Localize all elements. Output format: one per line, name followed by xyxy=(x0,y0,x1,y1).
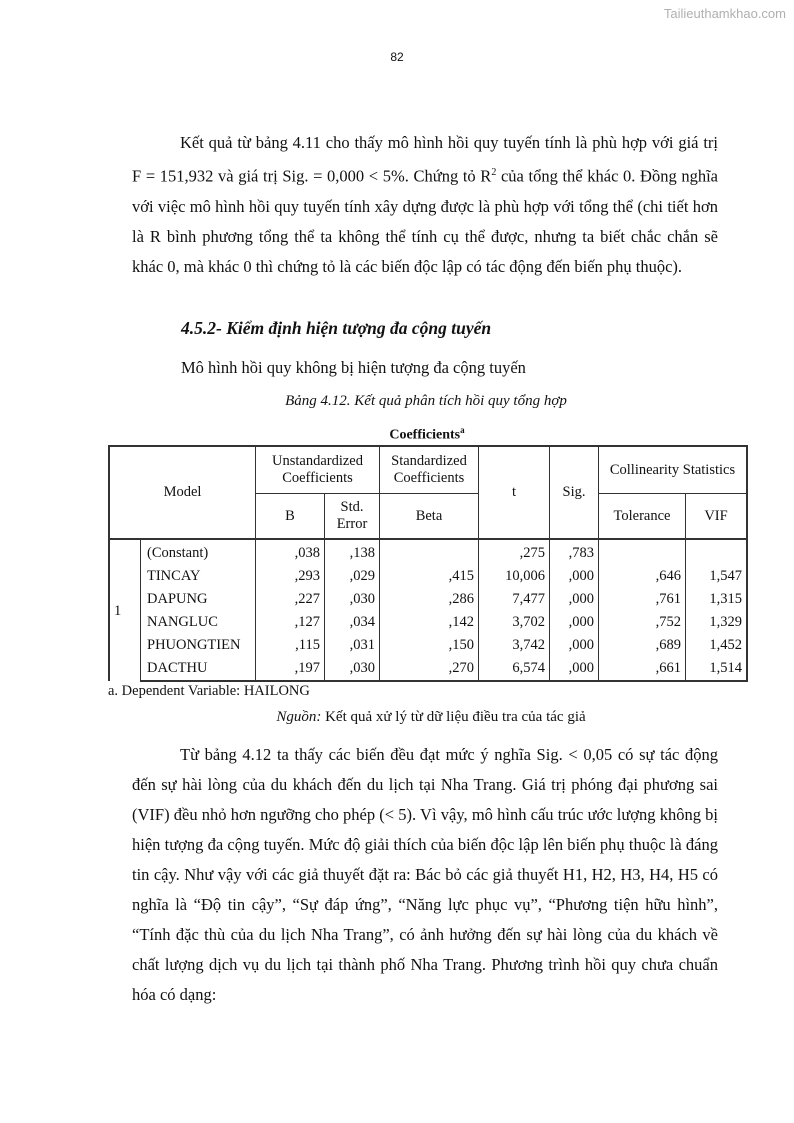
watermark: Tailieuthamkhao.com xyxy=(663,6,786,21)
cell-tolerance: ,752 xyxy=(599,611,686,634)
cell-sig: ,000 xyxy=(550,588,599,611)
table-row xyxy=(109,565,747,588)
cell-beta: ,150 xyxy=(380,634,479,657)
cell-b: ,227 xyxy=(256,588,325,611)
table-source xyxy=(0,709,794,726)
paragraph-conclusion: Từ bảng 4.12 ta thấy các biến đều đạt mức ý nghĩa Sig. < 0,05 có sự tác động đến sự hài lòng của du khách đến du lịch tại Nha Trang. Giá trị phóng đại phương sai (VIF) đều nhỏ hơn ngưỡng cho phép (< 5). Vì vậy, mô hình cấu trúc ước lượng không bị hiện tượng đa cộng tuyến. Mức độ giải thích của biến độc lập lên biến phụ thuộc là đáng tin cậy. Như vậy với các giả thuyết đặt ra: Bác bỏ các giả thuyết H1, H2, H3, H4, H5 có nghĩa là “Độ tin cậy”, “Sự đáp ứng”, “Năng lực phục vụ”, “Phương tiện hữu hình”, “Tính đặc thù của du lịch Nha Trang”, có ảnh hưởng đến sự hài lòng của du khách về chất lượng dịch vụ du lịch tại thành phố Nha Trang. Phương trình hồi quy chưa chuẩn hóa có dạng: xyxy=(132,745,718,1004)
paragraph-intro xyxy=(132,128,718,282)
cell-se: ,030 xyxy=(325,588,380,611)
cell-tolerance: ,646 xyxy=(599,565,686,588)
cell-vif: 1,547 xyxy=(686,565,748,588)
cell-t: 3,742 xyxy=(479,634,550,657)
cell-sig: ,000 xyxy=(550,634,599,657)
cell-se: ,031 xyxy=(325,634,380,657)
cell-se: ,138 xyxy=(325,539,380,565)
cell-variable: (Constant) xyxy=(141,539,256,565)
cell-t: 6,574 xyxy=(479,657,550,681)
header-sig: Sig. xyxy=(550,446,599,539)
section-heading: 4.5.2- Kiểm định hiện tượng đa cộng tuyến xyxy=(181,318,492,338)
cell-t: ,275 xyxy=(479,539,550,565)
header-b: B xyxy=(256,494,325,540)
cell-b: ,115 xyxy=(256,634,325,657)
model-number: 1 xyxy=(109,539,141,681)
table-row xyxy=(109,634,747,657)
r-squared-superscript: 2 xyxy=(491,167,497,178)
coefficients-table xyxy=(108,445,748,682)
cell-se: ,030 xyxy=(325,657,380,681)
cell-variable: NANGLUC xyxy=(141,611,256,634)
cell-beta: ,415 xyxy=(380,565,479,588)
header-standardized: Standardized Coefficients xyxy=(380,446,479,494)
header-t: t xyxy=(479,446,550,539)
cell-t: 3,702 xyxy=(479,611,550,634)
cell-se: ,029 xyxy=(325,565,380,588)
cell-tolerance: ,761 xyxy=(599,588,686,611)
cell-variable: TINCAY xyxy=(141,565,256,588)
cell-t: 10,006 xyxy=(479,565,550,588)
cell-beta: ,270 xyxy=(380,657,479,681)
cell-t: 7,477 xyxy=(479,588,550,611)
table-footnote: a. Dependent Variable: HAILONG xyxy=(108,683,310,699)
cell-sig: ,000 xyxy=(550,657,599,681)
cell-b: ,127 xyxy=(256,611,325,634)
cell-sig: ,000 xyxy=(550,565,599,588)
cell-variable: DAPUNG xyxy=(141,588,256,611)
cell-vif: 1,329 xyxy=(686,611,748,634)
table-row xyxy=(109,611,747,634)
header-model: Model xyxy=(109,446,256,539)
cell-vif: 1,514 xyxy=(686,657,748,681)
cell-sig: ,783 xyxy=(550,539,599,565)
table-row xyxy=(109,588,747,611)
header-tolerance: Tolerance xyxy=(599,494,686,540)
cell-vif: 1,315 xyxy=(686,588,748,611)
cell-beta xyxy=(380,539,479,565)
paragraph-intro-rest: của tổng thể khác 0. Đồng nghĩa với việc mô hình hồi quy tuyến tính xây dựng được là phù hợp với tổng thể (chi tiết hơn là R bình phương tổng thể ta không thể tính cụ thể được, nhưng ta biết chắc chắn sẽ khác 0, mà khác 0 thì chứng tỏ là các biến độc lập có tác động đến biến phụ thuộc). xyxy=(132,166,719,276)
table-title xyxy=(0,425,794,444)
cell-variable: PHUONGTIEN xyxy=(141,634,256,657)
cell-beta: ,142 xyxy=(380,611,479,634)
cell-tolerance xyxy=(599,539,686,565)
source-text: Kết quả xử lý từ dữ liệu điều tra của tác giả xyxy=(321,709,586,725)
cell-variable: DACTHU xyxy=(141,657,256,681)
table-title-sup: a xyxy=(460,425,465,435)
cell-b: ,038 xyxy=(256,539,325,565)
cell-se: ,034 xyxy=(325,611,380,634)
cell-sig: ,000 xyxy=(550,611,599,634)
cell-tolerance: ,689 xyxy=(599,634,686,657)
header-std-error: Std. Error xyxy=(325,494,380,540)
header-collinearity: Collinearity Statistics xyxy=(599,446,748,494)
page-number: 82 xyxy=(390,50,404,64)
cell-vif: 1,452 xyxy=(686,634,748,657)
cell-tolerance: ,661 xyxy=(599,657,686,681)
cell-vif xyxy=(686,539,748,565)
table-row xyxy=(109,539,747,565)
table-title-text: Coefficients xyxy=(389,427,461,443)
header-beta: Beta xyxy=(380,494,479,540)
table-caption: Bảng 4.12. Kết quả phân tích hồi quy tổng hợp xyxy=(285,393,567,409)
header-unstandardized: Unstandardized Coefficients xyxy=(256,446,380,494)
cell-b: ,197 xyxy=(256,657,325,681)
section-sentence: Mô hình hồi quy không bị hiện tượng đa cộng tuyến xyxy=(181,358,526,377)
source-label: Nguồn: xyxy=(276,709,322,725)
table-row xyxy=(109,657,747,681)
cell-b: ,293 xyxy=(256,565,325,588)
paragraph-intro-text: Kết quả từ bảng 4.11 cho thấy mô hình hồi quy tuyến tính là phù hợp với giá trị F = 151,932 và giá trị Sig. = 0,000 < 5%. Chứng tỏ R xyxy=(132,133,718,186)
cell-beta: ,286 xyxy=(380,588,479,611)
header-vif: VIF xyxy=(686,494,748,540)
